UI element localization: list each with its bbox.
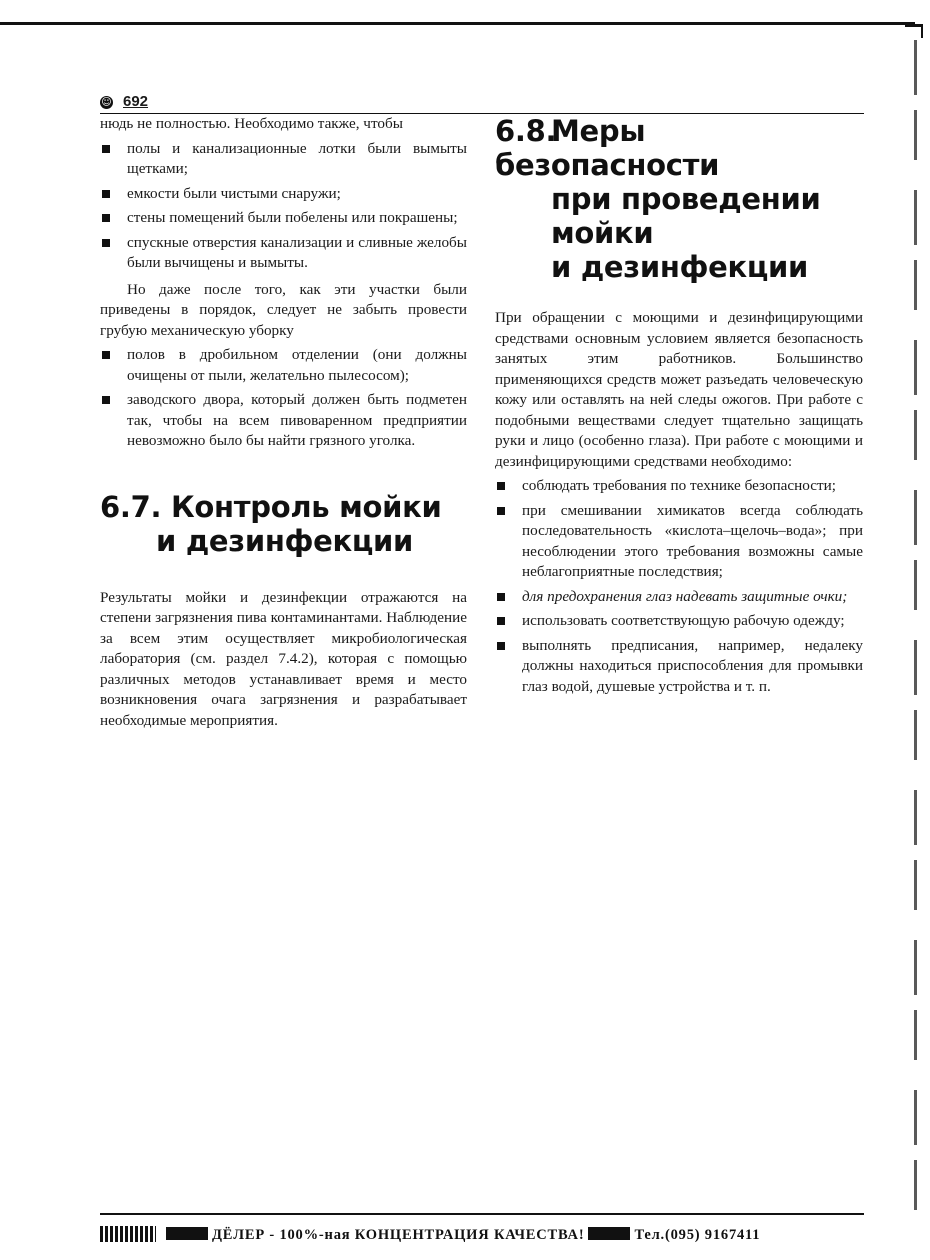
right-column [495,114,863,703]
list-item: заводского двора, который должен быть подметен так, чтобы на всем пивоваренном предприятии невозможно было бы найти грязного уголка. [100,390,467,452]
black-block-divider [588,1227,630,1240]
section-title-line: и дезинфекции [551,250,809,284]
list-item: спускные отверстия канализации и сливные желобы были вычищены и вымыты. [100,233,467,274]
footer-banner [100,1226,870,1248]
section-number: 6.8. [495,114,557,148]
list-item: емкости были чистыми снаружи; [100,184,467,205]
footer-rule [100,1213,864,1215]
section-title-line: Контроль мойки [171,489,442,524]
safety-list [495,476,863,697]
section-title-line: при проведении [551,182,821,216]
section-heading-6-8 [495,114,863,284]
rough-cleaning-list [100,345,467,452]
intro-paragraph: нюдь не полностью. Необходимо также, чтобы [100,115,403,132]
list-item: полов в дробильном отделении (они должны очищены от пыли, желательно пылесосом); [100,345,467,386]
top-border-rule [0,22,915,25]
section-title-line: Меры безопасности [495,114,720,182]
list-item: для предохранения глаз надевать защитные очки; [495,587,863,608]
footer-phone: Тел.(095) 9167411 [634,1227,761,1243]
list-item: при смешивании химикатов всегда соблюдать последовательность «кислота–щелочь–вода»; при несоблюдении этого требования возможны самые неблагоприятные последствия; [495,501,863,583]
section-title-line: и дезинфекции [156,523,414,558]
cleaning-list [100,139,467,274]
body-paragraph: Но даже после того, как эти участки были приведены в порядок, следует не забыть провести грубую механическую уборку [100,280,467,339]
section-body: Результаты мойки и дезинфекции отражаются на степени загрязнения пива контаминантами. Наблюдение за всем этим осуществляет микробиологическая лаборатория (см. раздел 7.4.2), которая с помощью различных методов устанавливает время и место возникновения очага загрязнения и разрабатывает необходимые мероприятия. [100,588,467,729]
top-corner-mark [905,24,923,38]
left-column [100,114,467,731]
footer-slogan: ДЁЛЕР - 100%-ная КОНЦЕНТРАЦИЯ КАЧЕСТВА! [212,1227,585,1243]
circle-mark-icon: ☺ [101,97,112,108]
list-item: полы и канализационные лотки были вымыты щетками; [100,139,467,180]
list-item: использовать соответствующую рабочую одежду; [495,611,863,632]
publisher-logo-icon [100,1226,156,1242]
scan-edge-line [914,40,917,1230]
page-number: 692 [123,93,149,110]
page-header [100,93,864,114]
list-item: соблюдать требования по технике безопасности; [495,476,863,497]
black-block-divider [166,1227,208,1240]
list-item: выполнять предписания, например, недалеку должны находиться приспособления для промывки глаз водой, душевые устройства и т. п. [495,636,863,698]
section-body: При обращении с моющими и дезинфицирующими средствами основным условием является безопасность занятых этим работников. Большинство применяющихся средств может разъедать человеческую кожу или оставлять на ней следы ожогов. При работе с подобными веществами следует тщательно защищать руки и лицо (особенно глаза). При работе с моющими и дезинфицирующими средствами необходимо: [495,309,863,470]
section-number: 6.7. [100,489,162,524]
section-title-line: мойки [551,216,654,250]
section-heading-6-7 [100,490,467,558]
list-item: стены помещений были побелены или покрашены; [100,208,467,229]
